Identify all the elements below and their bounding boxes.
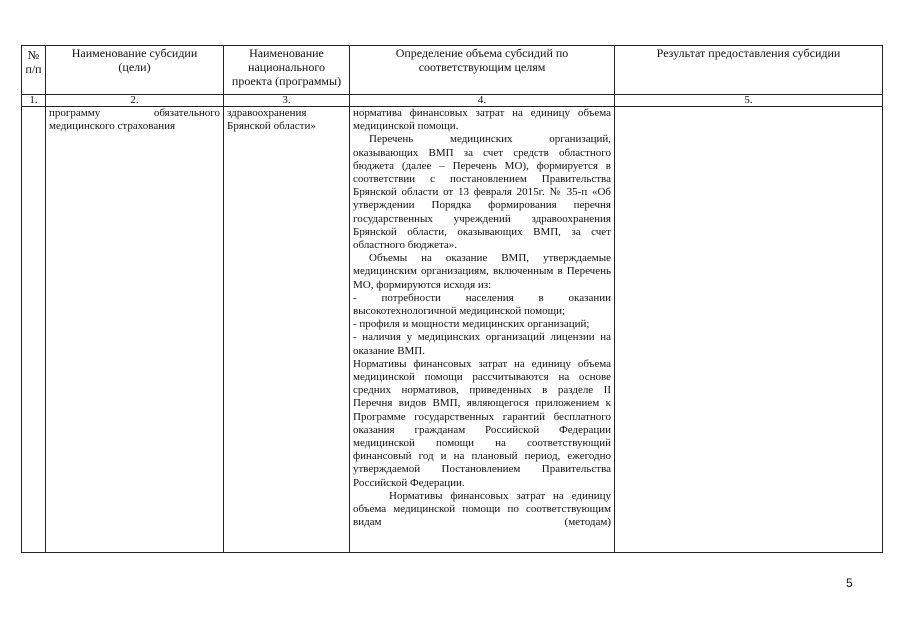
header-volume: Определение объема субсидий по соответствующим целям: [350, 46, 615, 95]
column-number: 3.: [224, 95, 350, 107]
cell-no: [22, 107, 46, 553]
subsidy-text: программу обязательного медицинского страхования: [49, 107, 220, 133]
page-number: 5: [846, 576, 853, 590]
header-no: № п/п: [22, 46, 46, 95]
cell-result: [615, 107, 883, 553]
column-number: 5.: [615, 95, 883, 107]
column-number-row: [22, 95, 883, 107]
description-paragraph: - профиля и мощности медицинских организаций;: [353, 318, 590, 331]
cell-description: [350, 107, 615, 553]
description-paragraph: - наличия у медицинских организаций лицензии на оказание ВМП.: [353, 331, 611, 357]
description-paragraph: Нормативы финансовых затрат на единицу объема медицинской помощи рассчитываются на основе средних нормативов, приведенных в разделе II Перечня видов ВМП, являющегося приложением к Программе государственных гарантий бесплатного оказания гражданам Российской Федерации медицинской помощи на соответствующий финансовый год и на плановый период, ежегодно утверждаемой Постановлением Правительства Российской Федерации.: [353, 357, 611, 489]
header-subsidy-name: Наименование субсидии (цели): [46, 46, 224, 95]
description-paragraph: - потребности населения в оказании высокотехнологичной медицинской помощи;: [353, 291, 611, 318]
description-paragraph: Объемы на оказание ВМП, утверждаемые медицинским организациям, включенным в Перечень МО, формируются исходя из:: [353, 252, 611, 291]
project-text: здравоохранения Брянской области»: [227, 107, 316, 133]
column-number: 4.: [350, 95, 615, 107]
header-project-name: Наименование национального проекта (программы): [224, 46, 350, 95]
header-result: Результат предоставления субсидии: [615, 46, 883, 95]
subsidy-table: [21, 45, 883, 553]
column-number: 2.: [46, 95, 224, 107]
description-paragraph: Перечень медицинских организаций, оказывающих ВМП за счет средств областного бюджета (далее – Перечень МО), формируется в соответствии с постановлением Правительства Брянской области от 13 февраля 2015г. № 35-п «Об утверждении Порядка формирования перечня государственных учреждений здравоохранения Брянской области, оказывающих ВМП, за счет областного бюджета».: [353, 133, 611, 252]
table-header-row: [22, 46, 883, 95]
cell-project: [224, 107, 350, 553]
column-number: 1.: [22, 95, 46, 107]
description-paragraph: Нормативы финансовых затрат на единицу объема медицинской помощи по соответствующим видам (методам): [353, 489, 611, 529]
table-row: [22, 107, 883, 553]
description-paragraph: норматива финансовых затрат на единицу объема медицинской помощи.: [353, 107, 611, 133]
cell-subsidy: [46, 107, 224, 553]
